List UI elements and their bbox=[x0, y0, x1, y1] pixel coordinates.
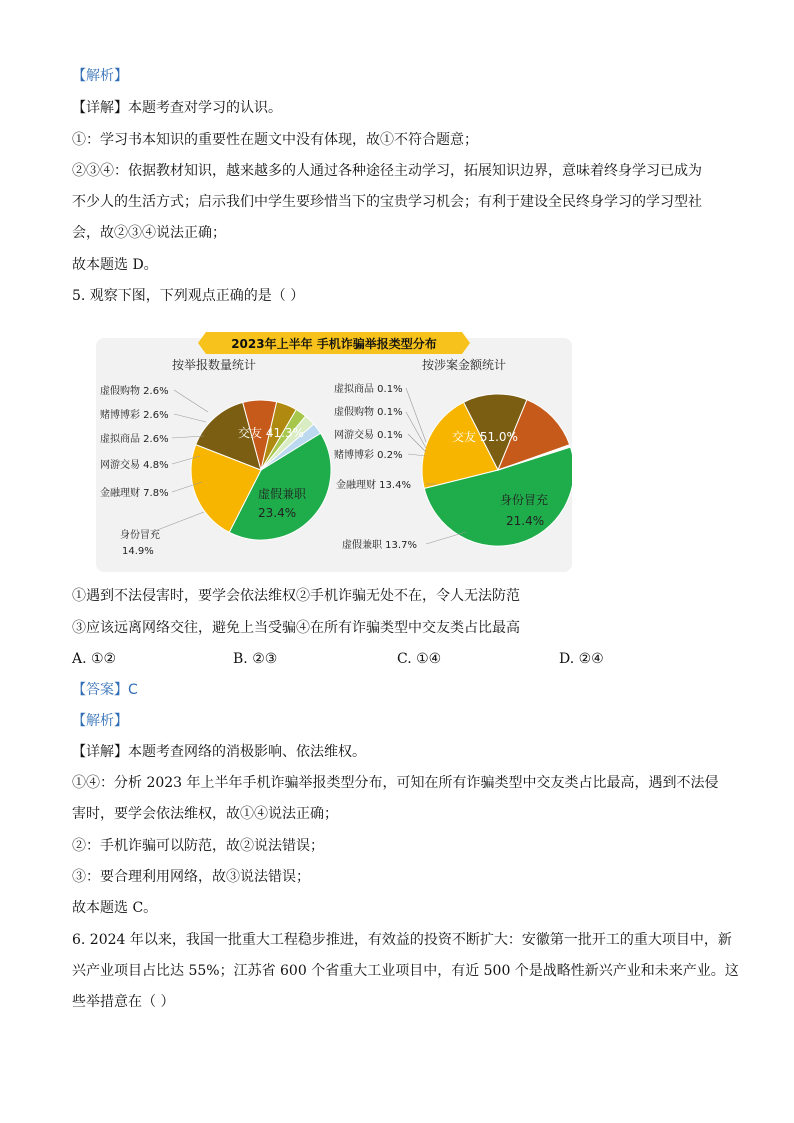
analysis-line: 会，故②③④说法正确； bbox=[72, 225, 226, 241]
right-pie-label-17: 虚假购物 0.1% bbox=[334, 407, 403, 418]
option-a: A. ①② bbox=[72, 651, 117, 667]
analysis-heading: 【解析】 bbox=[72, 68, 128, 84]
left-pie-label-5: 金融理财 7.8% bbox=[100, 488, 169, 499]
right-pie bbox=[422, 394, 572, 546]
left-pie-label-7: 虚拟商品 2.6% bbox=[100, 434, 169, 445]
analysis-line: ①：学习书本知识的重要性在题文中没有体现，故①不符合题意； bbox=[72, 132, 478, 148]
left-pie-label-6: 网游交易 4.8% bbox=[100, 460, 169, 471]
analysis-line: ②：手机诈骗可以防范，故②说法错误； bbox=[72, 838, 324, 854]
left-chart-subtitle: 按举报数量统计 bbox=[171, 358, 257, 372]
left-pie-label-4: 14.9% bbox=[122, 546, 154, 557]
analysis-line: ②③④：依据教材知识，越来越多的人通过各种途径主动学习，拓展知识边界，意味着终身学习已成为 bbox=[72, 163, 702, 179]
statement-line: ①遇到不法侵害时，要学会依法维权②手机诈骗无处不在，令人无法防范 bbox=[72, 588, 520, 604]
left-pie-label-3: 身份冒充 bbox=[120, 530, 160, 541]
right-pie-label-18: 虚拟商品 0.1% bbox=[334, 384, 403, 395]
right-pie-label-13: 虚假兼职 13.7% bbox=[342, 540, 417, 551]
option-b: B. ②③ bbox=[233, 651, 278, 667]
right-pie-label-12: 21.4% bbox=[506, 514, 545, 528]
question-stem: 些举措意在（ ） bbox=[72, 994, 175, 1010]
right-pie-label-14: 金融理财 13.4% bbox=[336, 480, 411, 491]
question-stem: 5. 观察下图，下列观点正确的是（ ） bbox=[72, 288, 305, 304]
pie-charts-figure bbox=[96, 332, 572, 572]
right-pie-label-10: 交友 51.0% bbox=[452, 430, 518, 444]
left-pie-label-9: 虚假购物 2.6% bbox=[100, 386, 169, 397]
analysis-line: 故本题选 D。 bbox=[72, 257, 158, 273]
detail-line: 【详解】本题考查对学习的认识。 bbox=[72, 100, 282, 116]
option-c: C. ①④ bbox=[397, 651, 442, 667]
question-stem: 6. 2024 年以来，我国一批重大工程稳步推进，有效益的投资不断扩大：安徽第一批开工的重大项目中，新 bbox=[72, 932, 732, 948]
analysis-line: ①④：分析 2023 年上半年手机诈骗举报类型分布，可知在所有诈骗类型中交友类占比最高，遇到不法侵 bbox=[72, 775, 719, 791]
analysis-line: 害时，要学会依法维权，故①④说法正确； bbox=[72, 806, 338, 822]
question-stem: 兴产业项目占比达 55%；江苏省 600 个省重大工业项目中，有近 500 个是战略性新兴产业和未来产业。这 bbox=[72, 963, 739, 979]
chart-title: 2023年上半年 手机诈骗举报类型分布 bbox=[231, 337, 437, 351]
analysis-line: 故本题选 C。 bbox=[72, 900, 158, 916]
left-pie-label-1: 虚假兼职 bbox=[258, 487, 307, 501]
statement-line: ③应该远离网络交往，避免上当受骗④在所有诈骗类型中交友类占比最高 bbox=[72, 620, 520, 636]
right-pie-label-11: 身份冒充 bbox=[500, 493, 549, 507]
detail-line: 【详解】本题考查网络的消极影响、依法维权。 bbox=[72, 744, 366, 760]
right-pie-label-16: 网游交易 0.1% bbox=[334, 430, 403, 441]
answer-line: 【答案】C bbox=[72, 682, 138, 698]
left-pie-label-8: 赌博博彩 2.6% bbox=[100, 410, 169, 421]
analysis-line: 不少人的生活方式；启示我们中学生要珍惜当下的宝贵学习机会；有利于建设全民终身学习的学习型社 bbox=[72, 194, 702, 210]
right-chart-subtitle: 按涉案金额统计 bbox=[421, 358, 507, 372]
left-pie-label-2: 23.4% bbox=[258, 506, 297, 520]
right-pie-label-15: 赌博博彩 0.2% bbox=[334, 450, 403, 461]
option-d: D. ②④ bbox=[559, 651, 604, 667]
analysis-heading: 【解析】 bbox=[72, 713, 128, 729]
left-pie-label-0: 交友 41.3% bbox=[238, 426, 304, 440]
analysis-line: ③：要合理利用网络，故③说法错误； bbox=[72, 869, 310, 885]
